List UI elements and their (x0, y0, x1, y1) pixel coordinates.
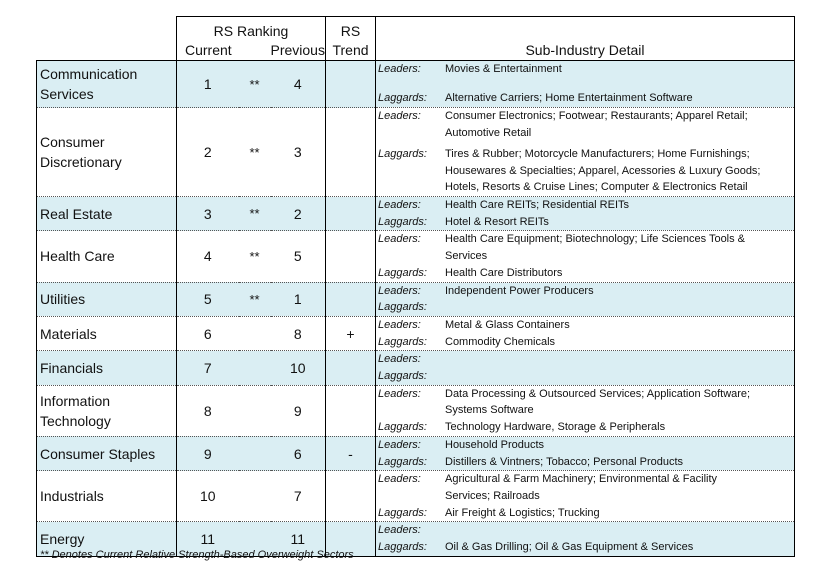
table-row (37, 282, 795, 316)
current-rank: 5 (177, 282, 239, 316)
laggards-line (376, 163, 794, 180)
sub-industry-block (376, 522, 794, 555)
leaders-label: Leaders: (378, 387, 421, 400)
previous-rank: 4 (271, 61, 326, 108)
sub-industry-detail (376, 522, 795, 556)
leaders-line (376, 351, 794, 368)
sector-name: Financials (37, 351, 177, 385)
current-rank: 10 (177, 471, 239, 522)
leaders-label: Leaders: (378, 473, 421, 486)
current-rank: 8 (177, 385, 239, 436)
previous-rank: 5 (271, 231, 326, 282)
table-row (37, 436, 795, 470)
laggards-label: Laggards: (378, 370, 427, 383)
leaders-text (445, 351, 794, 368)
leaders-label: Leaders: (378, 318, 421, 331)
laggards-text: Housewares & Specialties; Apparel, Acessories & Luxury Goods; (445, 164, 761, 177)
sub-industry-block (376, 437, 794, 470)
sub-industry-detail (376, 61, 795, 108)
sector-name: Consumer Staples (37, 436, 177, 470)
overweight-marker: ** (239, 108, 271, 197)
sector-name: Utilities (37, 282, 177, 316)
laggards-text: Oil & Gas Drilling; Oil & Gas Equipment & Services (445, 541, 694, 554)
sector-name: Real Estate (37, 197, 177, 231)
rs-trend (326, 385, 376, 436)
table-row (37, 61, 795, 108)
laggards-text (445, 299, 794, 316)
sub-industry-detail-header: Sub-Industry Detail (376, 39, 795, 61)
blank-header (37, 17, 177, 40)
laggards-line (376, 214, 794, 231)
laggards-line (376, 454, 794, 471)
laggards-line (376, 179, 794, 196)
previous-rank: 8 (271, 316, 326, 350)
leaders-text: Services; Railroads (445, 489, 540, 502)
leaders-text: Independent Power Producers (445, 284, 594, 297)
sub-industry-detail (376, 108, 795, 197)
leaders-label (376, 248, 445, 265)
laggards-line (376, 419, 794, 436)
rs-trend (326, 197, 376, 231)
leaders-text: Household Products (445, 438, 545, 451)
rs-header: RS (326, 17, 376, 40)
leaders-label: Leaders: (378, 438, 421, 451)
leaders-line (376, 471, 794, 488)
leaders-label: Leaders: (378, 110, 421, 122)
table-row (37, 108, 795, 197)
overweight-marker (239, 436, 271, 470)
leaders-line (376, 61, 794, 78)
sector-name: Energy (37, 522, 177, 556)
leaders-label: Leaders: (378, 63, 421, 75)
laggards-label: Laggards: (378, 147, 427, 160)
sub-industry-detail (376, 471, 795, 522)
sector-name: Materials (37, 316, 177, 350)
current-rank: 2 (177, 108, 239, 197)
current-rank: 6 (177, 316, 239, 350)
sub-industry-detail (376, 316, 795, 350)
sub-industry-detail (376, 385, 795, 436)
rs-trend (326, 282, 376, 316)
overweight-marker (239, 351, 271, 385)
sub-industry-block (376, 317, 794, 350)
laggards-line (376, 90, 794, 107)
laggards-text: Distillers & Vintners; Tobacco; Personal Products (445, 455, 684, 468)
laggards-line (376, 368, 794, 385)
leaders-line (376, 283, 794, 300)
sub-industry-block (376, 61, 794, 107)
sub-industry-block (376, 108, 794, 196)
previous-rank: 9 (271, 385, 326, 436)
sector-name: Information Technology (37, 385, 177, 436)
leaders-line (376, 488, 794, 505)
previous-rank: 7 (271, 471, 326, 522)
leaders-line (376, 386, 794, 403)
laggards-label: Laggards: (378, 506, 427, 519)
table-row (37, 316, 795, 350)
laggards-label: Laggards: (378, 266, 427, 279)
overweight-marker (239, 471, 271, 522)
rs-trend (326, 108, 376, 197)
sub-industry-detail (376, 197, 795, 231)
leaders-label: Leaders: (378, 199, 421, 212)
rs-trend (326, 61, 376, 108)
laggards-text: Hotel & Resort REITs (445, 215, 549, 228)
rs-trend (326, 231, 376, 282)
leaders-text: Health Care REITs; Residential REITs (445, 199, 630, 212)
leaders-text: Health Care Equipment; Biotechnology; Life Sciences Tools & (445, 233, 746, 246)
leaders-line (376, 317, 794, 334)
previous-rank: 3 (271, 108, 326, 197)
sub-industry-detail (376, 231, 795, 282)
leaders-label: Leaders: (378, 353, 421, 366)
leaders-text (445, 522, 794, 539)
leaders-text: Systems Software (445, 404, 534, 417)
leaders-line (376, 197, 794, 214)
laggards-label (376, 179, 445, 196)
leaders-line (376, 437, 794, 454)
leaders-label (376, 402, 445, 419)
overweight-marker: ** (239, 61, 271, 108)
leaders-line (376, 248, 794, 265)
leaders-line (376, 231, 794, 248)
laggards-label: Laggards: (378, 215, 427, 228)
rs-trend: + (326, 316, 376, 350)
previous-rank: 10 (271, 351, 326, 385)
leaders-line (376, 108, 794, 125)
trend-header: Trend (326, 39, 376, 61)
blank-header-2 (37, 39, 177, 61)
current-rank: 1 (177, 61, 239, 108)
leaders-text: Agricultural & Farm Machinery; Environmental & Facility (445, 473, 718, 486)
previous-rank: 2 (271, 197, 326, 231)
current-header: Current (177, 39, 271, 61)
sector-name: Consumer Discretionary (37, 108, 177, 197)
overweight-marker: ** (239, 197, 271, 231)
sector-name: Health Care (37, 231, 177, 282)
leaders-text: Services (445, 250, 488, 263)
current-rank: 4 (177, 231, 239, 282)
laggards-text: Alternative Carriers; Home Entertainment Software (445, 92, 693, 105)
laggards-line (376, 539, 794, 556)
laggards-text (445, 368, 794, 385)
current-rank: 7 (177, 351, 239, 385)
sub-industry-block (376, 351, 794, 384)
rs-trend: - (326, 436, 376, 470)
leaders-label (376, 488, 445, 505)
laggards-text: Air Freight & Logistics; Trucking (445, 506, 600, 519)
leaders-label: Leaders: (378, 233, 421, 246)
laggards-label: Laggards: (378, 421, 427, 434)
laggards-label: Laggards: (378, 335, 427, 348)
leaders-label: Leaders: (378, 284, 421, 297)
sub-industry-block (376, 386, 794, 436)
sub-industry-block (376, 283, 794, 316)
table-row (37, 471, 795, 522)
sector-name: Industrials (37, 471, 177, 522)
leaders-text: Consumer Electronics; Footwear; Restaurants; Apparel Retail; (445, 110, 748, 122)
table-row (37, 231, 795, 282)
table-row (37, 351, 795, 385)
current-rank: 11 (177, 522, 239, 556)
previous-header: Previous (270, 41, 325, 58)
footnote: ** Denotes Current Relative Strength-Based Overweight Sectors (40, 549, 354, 561)
overweight-marker: ** (239, 231, 271, 282)
leaders-line (376, 402, 794, 419)
laggards-line (376, 299, 794, 316)
leaders-line (376, 522, 794, 539)
laggards-text: Technology Hardware, Storage & Peripherals (445, 421, 666, 434)
overweight-marker (239, 385, 271, 436)
table-row (37, 385, 795, 436)
leaders-line (376, 125, 794, 142)
leaders-text: Metal & Glass Containers (445, 318, 570, 331)
leaders-text: Movies & Entertainment (445, 63, 562, 75)
sub-industry-detail (376, 282, 795, 316)
sub-industry-detail (376, 436, 795, 470)
laggards-label: Laggards: (378, 541, 427, 554)
rs-trend (326, 351, 376, 385)
sector-name: Communication Services (37, 61, 177, 108)
laggards-label (376, 163, 445, 180)
leaders-label: Leaders: (378, 524, 421, 537)
laggards-line (376, 505, 794, 522)
previous-rank: 1 (271, 282, 326, 316)
table-row (37, 197, 795, 231)
laggards-label: Laggards: (378, 92, 427, 105)
current-rank: 3 (177, 197, 239, 231)
rs-ranking-table (36, 16, 795, 557)
laggards-text: Commodity Chemicals (445, 335, 556, 348)
laggards-text: Health Care Distributors (445, 266, 563, 279)
sub-industry-detail (376, 351, 795, 385)
leaders-label (376, 125, 445, 142)
rs-trend (326, 471, 376, 522)
leaders-text: Data Processing & Outsourced Services; Application Software; (445, 387, 751, 400)
overweight-marker: ** (239, 282, 271, 316)
previous-rank: 6 (271, 436, 326, 470)
laggards-label: Laggards: (378, 455, 427, 468)
sub-industry-block (376, 197, 794, 230)
laggards-label: Laggards: (378, 301, 427, 314)
leaders-text: Automotive Retail (445, 126, 532, 139)
current-rank: 9 (177, 436, 239, 470)
sub-industry-block (376, 471, 794, 521)
laggards-line (376, 146, 794, 163)
laggards-text: Tires & Rubber; Motorcycle Manufacturers; Home Furnishings; (445, 147, 750, 160)
laggards-text: Hotels, Resorts & Cruise Lines; Computer & Electronics Retail (445, 181, 748, 194)
laggards-line (376, 265, 794, 282)
laggards-line (376, 334, 794, 351)
overweight-marker (239, 316, 271, 350)
sub-industry-block (376, 231, 794, 281)
previous-rank: 11 (271, 522, 326, 556)
rs-ranking-header: RS Ranking (177, 17, 326, 40)
blank-detail-header (376, 17, 795, 40)
